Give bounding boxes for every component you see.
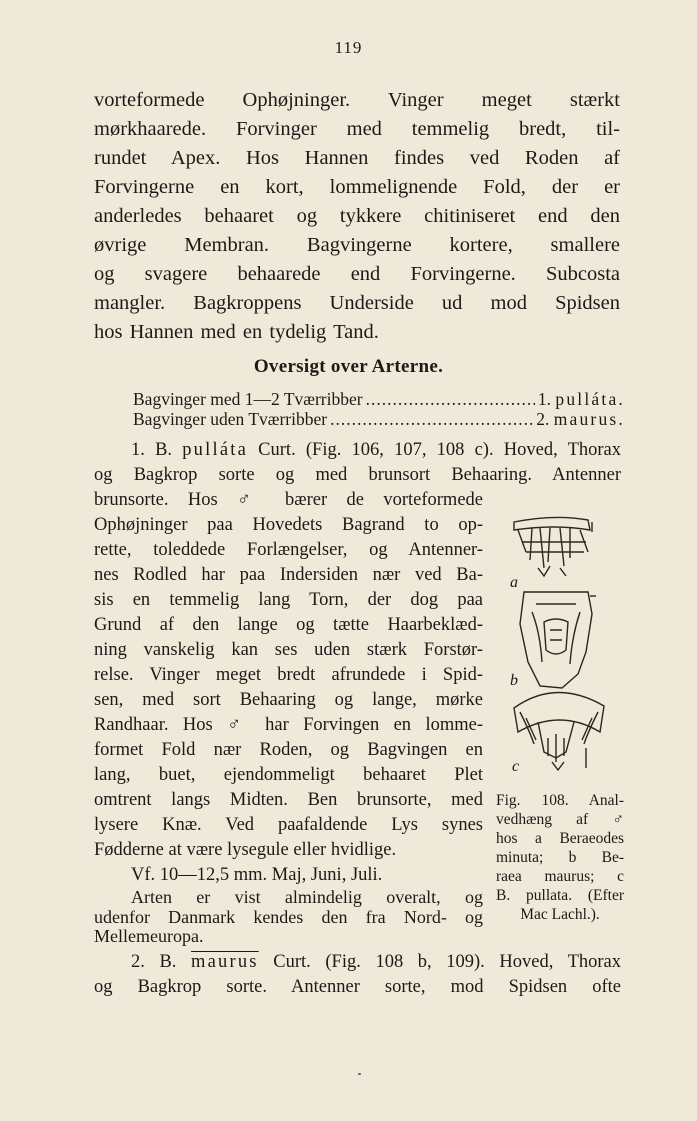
key-row-text: Bagvinger uden Tværribber [133, 409, 328, 429]
caption-line: hos a Beraeodes [496, 830, 624, 847]
key-row-leader [366, 389, 535, 410]
text-line: rette, toleddede Forlængelser, og Antenner- [94, 540, 483, 560]
species-reference: Curt. (Fig. 106, 107, 108 c). Hoved, Thorax [247, 440, 622, 460]
text-line: relse. Vinger meget bredt afrundede i Spid- [94, 665, 483, 685]
text-line: sen, med sort Behaaring og lange, mørke [94, 690, 483, 710]
text-line: Ophøjninger paa Hovedets Bagrand to op- [94, 515, 483, 535]
caption-line: raea maurus; c [496, 868, 624, 885]
key-row-text: Bagvinger med 1—2 Tværribber [133, 389, 363, 409]
species-name: maurus [191, 952, 259, 972]
text-line: ning vanskelig kan ses uden stærk Forstør- [94, 640, 483, 660]
text-line [94, 438, 621, 463]
text-line: vorteformede Ophøjninger. Vinger meget stærkt [94, 89, 620, 111]
text-line: Mellemeuropa. [94, 926, 204, 946]
figure-label-a: a [510, 574, 518, 591]
text-line: brunsorte. Hos ♂ bærer de vorteformede [94, 490, 483, 510]
page-number: 119 [334, 38, 363, 57]
key-row-species: pulláta. [555, 389, 625, 409]
caption-line: Mac Lachl.). [520, 906, 600, 923]
text-line: hos Hannen med en tydelig Tand. [94, 321, 379, 343]
species1-header [94, 438, 621, 488]
text-line: Randhaar. Hos ♂ har Forvingen en lomme- [94, 715, 483, 735]
key-row-number: 1. [537, 389, 552, 409]
text-line: Forvingerne en kort, lommelignende Fold, der er [94, 176, 620, 198]
text-line: Arten er vist almindelig overalt, og [131, 887, 483, 907]
species-reference: Curt. (Fig. 108 b, 109). Hoved, Thorax [258, 952, 621, 972]
text-line: Vf. 10—12,5 mm. Maj, Juni, Juli. [131, 865, 383, 885]
text-line: Grund af den lange og tætte Haarbeklæd- [94, 615, 483, 635]
text-line: mørkhaarede. Forvinger med temmelig bredt, til- [94, 118, 620, 140]
text-line: lang, buet, ejendommeligt behaaret Plet [94, 765, 483, 785]
text-line: Fødderne at være lysegule eller hvidlige. [94, 840, 397, 860]
caption-line: vedhæng af ♂ [496, 811, 624, 828]
figure-label-b: b [510, 672, 518, 689]
text-line: anderledes behaaret og tykkere chitiniseret end den [94, 205, 620, 227]
key-heading: Oversigt over Arterne. [253, 356, 444, 377]
intro-paragraph [94, 86, 620, 347]
text-line: rundet Apex. Hos Hannen findes ved Roden af [94, 147, 620, 169]
species1-distribution [94, 888, 483, 947]
text-line: øvrige Membran. Bagvingerne kortere, smallere [94, 234, 620, 256]
species2-paragraph [94, 950, 621, 1000]
key-row [133, 409, 625, 429]
species-number: 1. B. [131, 440, 173, 460]
key-row-species: maurus. [553, 409, 625, 429]
figure-caption [496, 791, 624, 924]
text-line: lysere Knæ. Ved paafaldende Lys synes [94, 815, 483, 835]
text-line: og Bagkrop sorte og med brunsort Behaaring. Antenner [94, 465, 621, 485]
caption-line: Fig. 108. Anal- [496, 792, 624, 809]
caption-line: minuta; b Be- [496, 849, 624, 866]
text-line [94, 950, 621, 975]
text-line: udenfor Danmark kendes den fra Nord- og [94, 906, 483, 927]
text-line: sis en temmelig lang Torn, der dog paa [94, 590, 483, 610]
figure-label-c: c [512, 758, 520, 775]
species-name: pulláta [182, 440, 248, 460]
text-line: og Bagkrop sorte. Antenner sorte, mod Spidsen ofte [94, 977, 621, 997]
species1-description [94, 488, 483, 888]
text-line: mangler. Bagkroppens Underside ud mod Spidsen [94, 292, 620, 314]
species-key [133, 389, 625, 429]
text-line: omtrent langs Midten. Ben brunsorte, med [94, 790, 483, 810]
key-row-leader [330, 409, 533, 430]
text-line: formet Fold nær Roden, og Bagvingen en [94, 740, 483, 760]
key-row [133, 389, 625, 409]
species-number: 2. B. [131, 952, 177, 972]
text-line: og svagere behaarede end Forvingerne. Subcosta [94, 263, 620, 285]
anal-appendage-illustration [500, 512, 615, 782]
figure-108 [500, 512, 615, 782]
key-row-number: 2. [536, 409, 550, 429]
text-line: nes Rodled har paa Indersiden nær ved Ba- [94, 565, 483, 585]
caption-line: B. pullata. (Efter [496, 887, 624, 904]
paper-speck [358, 1073, 361, 1075]
